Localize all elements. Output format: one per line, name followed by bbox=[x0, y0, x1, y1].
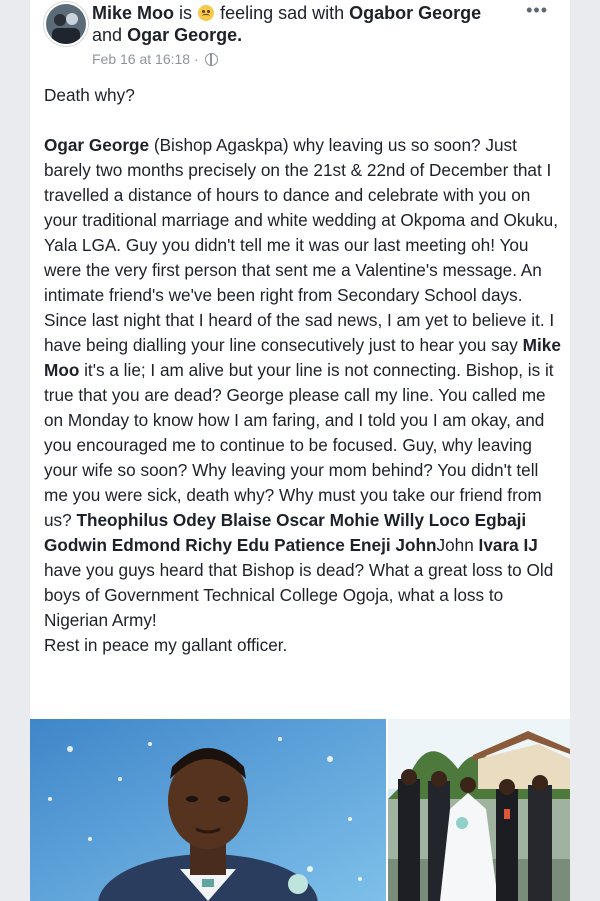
tagged-person-1[interactable]: Ogabor George bbox=[349, 3, 482, 23]
post-closing: Rest in peace my gallant officer. bbox=[44, 635, 288, 655]
post-title-line bbox=[92, 2, 512, 46]
post-timestamp[interactable]: Feb 16 at 16:18 · bbox=[92, 51, 199, 67]
post-card bbox=[30, 0, 570, 901]
feeling-text: feeling sad with bbox=[220, 3, 345, 23]
post-line-1: Death why? bbox=[44, 85, 135, 105]
paragraph-text-1: (Bishop Agaskpa) why leaving us so soon? Just barely two months precisely on the 21st & 22nd of December that I travelled a distance of hours to dance and celebrate with you on your traditional marriage and white wedding at Okpoma and Okuku, Yala LGA. Guy you didn't tell me it was our last meeting oh! You were the very first person that sent me a Valentine's message. An intimate friend's we've been right from Secondary School days. Since last night that I heard of the sad news, I am yet to believe it. I have being dialling your line consecutively just to hear you say bbox=[44, 135, 558, 355]
post-meta bbox=[92, 51, 218, 67]
mention-ogar-george[interactable]: Ogar George bbox=[44, 135, 150, 155]
photo-portrait[interactable] bbox=[30, 719, 386, 901]
portrait-image bbox=[30, 719, 386, 901]
tagged-person-2[interactable]: Ogar George. bbox=[127, 25, 243, 45]
paragraph-text-3: have you guys heard that Bishop is dead? What a great loss to Old boys of Government Technical College Ogoja, what a loss to Nigerian Army! bbox=[44, 560, 554, 630]
sad-emoji-icon bbox=[198, 5, 214, 21]
author-name[interactable]: Mike Moo bbox=[92, 3, 175, 23]
photo-wedding[interactable] bbox=[388, 719, 570, 901]
paragraph-plain: John bbox=[436, 535, 479, 555]
mention-ivara-ij[interactable]: Ivara IJ bbox=[478, 535, 538, 555]
post-header bbox=[30, 0, 570, 72]
paragraph-text-2: it's a lie; I am alive but your line is not connecting. Bishop, is it true that you are dead? George please call my line. You called me on Monday to know how I am faring, and I told you I am okay, and you encouraged me to continue to be focused. Guy, why leaving your wife so soon? Why leaving your mom behind? You didn't tell me you were sick, death why? Why must you take our friend from us? bbox=[44, 360, 554, 530]
globe-icon bbox=[205, 53, 218, 66]
more-icon[interactable]: ••• bbox=[526, 0, 548, 20]
post-paragraph-2 bbox=[44, 133, 564, 633]
is-text: is bbox=[179, 3, 193, 23]
and-text: and bbox=[92, 25, 123, 45]
photo-grid bbox=[30, 719, 570, 901]
mention-tags[interactable]: Theophilus Odey Blaise Oscar Mohie Willy Loco Egbaji Godwin Edmond Richy Edu Patience Eneji John bbox=[44, 510, 527, 555]
avatar[interactable] bbox=[44, 2, 88, 46]
mention-mike-moo[interactable]: Mike Moo bbox=[44, 335, 561, 380]
wedding-image bbox=[388, 719, 570, 901]
post-body bbox=[44, 83, 564, 658]
avatar-image bbox=[46, 4, 86, 44]
